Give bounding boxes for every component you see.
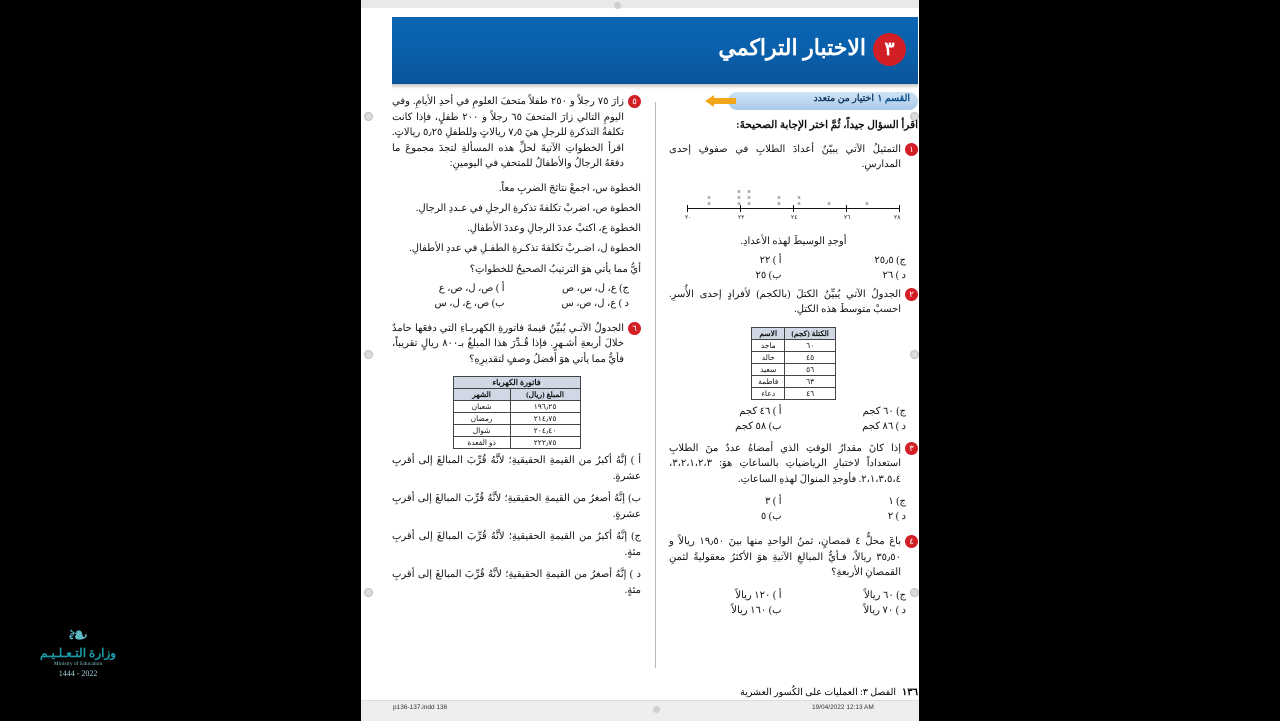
left-column: [392, 92, 641, 605]
choice[interactable]: د ) ع، ل، ص، س: [561, 297, 629, 309]
choice[interactable]: د ) ٧٠ ريالاً: [863, 604, 906, 616]
q5-choices: [392, 283, 641, 309]
table-row: [752, 351, 836, 363]
choice[interactable]: ج) ٢٥٫٥: [874, 254, 906, 266]
watermark-arabic: وزارة التـعـلـيـم: [40, 646, 117, 660]
choice[interactable]: أ ) ص، ل، ص، ع: [438, 282, 505, 294]
question-4: [669, 534, 918, 581]
choice[interactable]: ج) ٦٠ كجم: [862, 405, 906, 417]
step-item: الخطوة ل، اضـربْ تكلفةَ تذكـرةِ الطفـلِ في عددِ الأطفالِ.: [409, 242, 641, 254]
table-cell: ذو القعدة: [453, 437, 510, 449]
viewer-right-margin: [919, 0, 1280, 720]
section-type-label: اختيار من متعدد: [813, 94, 874, 104]
axis-tick-label: ٢٢: [738, 214, 745, 221]
table-cell: رمضان: [453, 413, 510, 425]
axis-tick-label: ٢٨: [894, 214, 901, 221]
question-text: إذا كانَ مقدارُ الوقتِ الذي أمضاهُ عددٌ منَ الطلابِ استعداداً لاختبارِ الرياضياتِ بالساعاتِ هوَ: ٣،٢،١،٢،٣، ٢،١،٣،٥،٤. فأوجدِ المنوالَ لهذهِ الساعاتِ.: [669, 442, 901, 485]
top-binding-dot: [614, 2, 621, 9]
step-item: الخطوة ص، اضربْ تكلفةَ تذكرةِ الرجلِ في عـددِ الرجالِ.: [415, 202, 641, 214]
watermark-year: 2022 - 1444: [58, 669, 98, 678]
watermark-english: Ministry of Education: [53, 661, 103, 667]
table-cell: شوال: [453, 425, 510, 437]
q3-choices: [669, 496, 918, 522]
table-cell: ٢٠٤٫٤٠: [510, 425, 580, 437]
axis-tick-label: ٢٦: [844, 214, 851, 221]
question-number: ٦: [628, 322, 641, 335]
table-row: [453, 425, 580, 437]
choice[interactable]: أ ) ٣: [765, 496, 782, 508]
q4-choices: [669, 590, 918, 616]
q6-choices: [392, 453, 641, 599]
page-header-banner: [392, 17, 918, 84]
axis-tick-label: ٢٠: [685, 214, 692, 221]
q5-prompt: أيُّ مما يأتي هوَ الترتيبُ الصحيحُ للخطواتِ؟: [469, 263, 641, 275]
section-part-label: القسم ١: [877, 94, 910, 104]
choice[interactable]: ج) ١: [888, 496, 906, 508]
table-cell: سعيد: [752, 363, 785, 375]
table-cell: ٤٥: [785, 351, 836, 363]
question-text: التمثيلُ الآتي يبيّنُ أعدادَ الطلابِ في صفوفِ إحدى المدارسِ.: [669, 143, 901, 171]
choice[interactable]: د ) إنَّهُ أصغرُ من القيمةِ الحقيقيةِ؛ لأنَّهُ قُرِّبَ المبالغَ إلى أقربِ مئةٍ.: [392, 569, 641, 596]
table-row: [752, 375, 836, 387]
binder-hole: [364, 112, 373, 121]
viewer-left-margin: [0, 0, 361, 720]
question-text: زارَ ٧٥ رجلاً و ٢٥٠ طفلاً متحفَ العلومِ في أحدِ الأيامِ. وفي اليومِ التالي زارَ المتحفَ ٦٥ رجلاً و ٢٠٠ طفلٍ، فإذا كانت تكلفةُ التذكرةِ للرجلِ هيَ ٧٫٥ ريالاتٍ وللطفلِ ٥٫٢٥ ريالاتٍ. اقرأ الخطواتِ الآتيةَ لحلِّ هذه المسألةِ لتجدَ مجموعَ ما دفعَهُ الرجالُ والأطفالُ للمتحفِ في اليومينِ:: [392, 96, 624, 169]
table-row: [752, 363, 836, 375]
table-cell: ١٩٦٫٢٥: [510, 401, 580, 413]
header-shadow: [392, 84, 918, 89]
electricity-bill-table: [453, 388, 581, 449]
table-cell: فاطمة: [752, 375, 785, 387]
table-cell: ٦٣: [785, 375, 836, 387]
q2-choices: [669, 406, 918, 432]
axis-tick-label: ٢٤: [791, 214, 798, 221]
table-header: الشهر: [453, 389, 510, 401]
table-cell: ٢٢٢٫٧٥: [510, 437, 580, 449]
question-text: الجدولُ الآتـي يُبيِّنُ قيمةَ فاتورةِ الكهربـاءِ التي دفعَها حامدٌ خلالَ أربعةِ أشـهرٍ. فإذا قُـدِّرَ هذا المبلغُ بـ٨٠٠ ريالٍ تقريباً، فأيُّ مما يأتي هوَ أفضلُ وصفٍ لتقديرِهِ؟: [392, 322, 625, 365]
question-text: الجدولُ الآتي يُبيِّنُ الكتلَ (بالكجم) لأفرادٍ إحدى الأُسرِ. احسبْ متوسطَ هذه الكتلِ.: [669, 288, 901, 316]
q1-choices: [669, 255, 918, 281]
question-number: ٤: [905, 535, 918, 548]
instruction-text: اقرأ السؤال جيداً، ثُمَّ اختر الإجابة الصحيحةَ:: [736, 120, 918, 131]
electricity-bill-table-wrap: [453, 376, 581, 449]
choice[interactable]: ج) ٦٠ ريالاً: [864, 589, 906, 601]
page-top-edge: [361, 0, 919, 8]
table-header: المبلغ (ريال): [510, 389, 580, 401]
question-6: [392, 321, 641, 368]
question-number: ١: [905, 143, 918, 156]
question-1: [669, 142, 918, 173]
table-caption: فاتورة الكهرباء: [453, 376, 581, 388]
choice[interactable]: ب) ص، ع، ل، س: [434, 297, 505, 309]
weights-table: [751, 327, 836, 400]
table-header: الكتلة (كجم): [785, 327, 836, 339]
table-cell: ماجد: [752, 339, 785, 351]
print-meta-right: 19/04/2022 12:13 AM: [812, 704, 874, 711]
choice[interactable]: ب) ٥: [760, 511, 782, 523]
table-cell: ٦٠: [785, 339, 836, 351]
ministry-watermark: [40, 621, 117, 678]
chapter-number-badge: ٣: [873, 33, 906, 66]
choice[interactable]: د ) ٢: [887, 511, 906, 523]
column-divider: [655, 102, 656, 668]
swirl-icon: ❧: [67, 621, 89, 650]
choice[interactable]: ب) ٢٥: [755, 269, 782, 281]
table-cell: شعبان: [453, 401, 510, 413]
print-meta-left: p136-137.indd 136: [393, 704, 448, 711]
binder-hole: [364, 588, 373, 597]
table-header: الاسم: [752, 327, 785, 339]
table-row: [453, 437, 580, 449]
choice[interactable]: أ ) ١٢٠ ريالاً: [735, 589, 782, 601]
bottom-binding-dot: [653, 706, 660, 713]
footer-chapter: الفصل ٣: العمليات على الكُسور العشرية: [740, 688, 896, 698]
table-row: [453, 413, 580, 425]
arrow-left-icon: [705, 95, 714, 107]
question-5: [392, 94, 641, 172]
choice[interactable]: ب) ٥٨ كجم: [735, 420, 782, 432]
question-number: ٢: [905, 288, 918, 301]
choice[interactable]: د ) ٨٦ كجم: [862, 420, 906, 432]
choice[interactable]: أ ) ٤٦ كجم: [739, 405, 782, 417]
question-3: [669, 441, 918, 488]
page-title: الاختبار التراكمي: [718, 35, 866, 60]
choice[interactable]: د ) ٢٦: [882, 269, 906, 281]
right-column: [669, 92, 918, 620]
table-row: [453, 401, 580, 413]
table-cell: ٤٦: [785, 387, 836, 399]
table-cell: ٢١٤٫٧٥: [510, 413, 580, 425]
binder-hole: [364, 350, 373, 359]
table-cell: خالد: [752, 351, 785, 363]
question-number: ٣: [905, 442, 918, 455]
choice[interactable]: ج) ع، ل، س، ص: [562, 282, 629, 294]
table-cell: ٥٦: [785, 363, 836, 375]
table-row: [752, 339, 836, 351]
choice[interactable]: ج) إنَّهُ أكبرُ من القيمةِ الحقيقيةِ؛ لأنَّهُ قُرِّبَ المبالغَ إلى أقربِ مئةٍ.: [392, 531, 641, 558]
step-item: الخطوة ع، اكتبْ عددَ الرجالِ وعددَ الأطفالِ.: [467, 222, 641, 234]
step-item: الخطوة س، اجمعْ نتائجَ الضربِ معاً.: [498, 182, 641, 194]
choice[interactable]: أ ) إنَّهُ أكبرُ من القيمةِ الحقيقيةِ؛ لأنَّهُ قُرِّبَ المبالغَ إلى أقربِ عشرةٍ.: [392, 455, 641, 482]
section-chip: [669, 92, 918, 110]
choice[interactable]: ب) إنَّهُ أصغرُ من القيمةِ الحقيقيةِ؛ لأنَّهُ قُرِّبَ المبالغَ إلى أقربِ عشرةٍ.: [392, 493, 641, 520]
table-cell: دعاء: [752, 387, 785, 399]
line-plot-axis: [687, 208, 899, 209]
table-row: [752, 387, 836, 399]
question-number: ٥: [628, 95, 641, 108]
line-plot-figure: × × × × × × × × × × × × × × ٢٠ ٢٢ ٢٤ ٢٦ ٢٨: [685, 187, 901, 221]
page-content: [392, 92, 918, 672]
question-text: باعَ محلٌّ ٤ قمصانٍ، ثمنُ الواحدِ منها بينَ ١٩٫٥٠ ريالاً و ٣٥٫٥٠ ريالاً، فـأيُّ المبالغِ الآتيةِ هوَ الأكثرُ معقوليةً لثمنِ القمصانِ الأربعةِ؟: [669, 536, 901, 579]
choice[interactable]: أ ) ٢٢: [759, 254, 782, 266]
q1-prompt: أوجدِ الوسيطَ لهذه الأعدادِ.: [740, 235, 847, 247]
question-2: [669, 287, 918, 318]
page-number: ١٣٦: [901, 687, 918, 698]
choice[interactable]: ب) ١٦٠ ريالاً: [731, 604, 782, 616]
